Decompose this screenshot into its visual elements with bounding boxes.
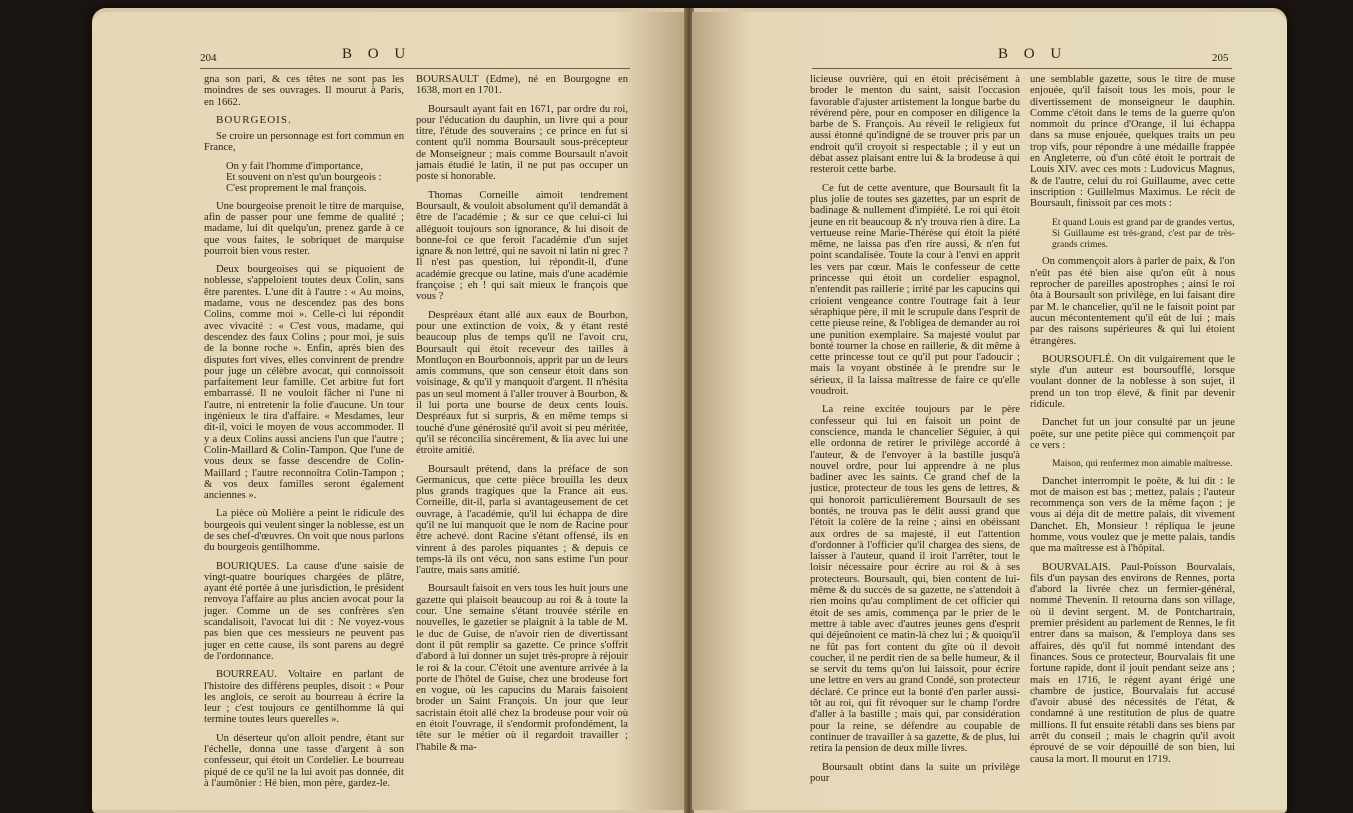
col2-p2: Boursault ayant fait en 1671, par ordre du roi, pour l'éducation du dauphin, un livre qui a pour titre, l'étude des souverains ; ce prince en fut si content qu'il nomma Boursault sous-précepteur de Monseigneur ; mais comme Boursault n'avoit jamais étudié le latin, il ne put pas occuper un poste si honorable.	[416, 103, 628, 183]
header-rule-right	[812, 68, 1232, 69]
col1-p3: Une bourgeoise prenoit le titre de marquise, afin de passer pour une femme de qualité ; madame, lui dit quelqu'un, prenez garde à ce que vous faites, le sobriquet de marquise pourroit bien vous rester.	[204, 200, 404, 257]
right-page	[692, 12, 1287, 810]
verse-3	[1030, 458, 1235, 469]
col1-p6: BOURIQUES. La cause d'une saisie de vingt-quatre bouriques chargées de plâtre, ayant été portée à une jurisdiction, le président renvoya l'affaire au plus ancien avocat pour la juger. Comme un de ses confrères s'en scandalisoit, l'avocat lui dit : Ne voyez-vous pas bien que ces messieurs ne peuvent pas juger en cette cause, ils sont parens au degré de l'ordonnance.	[204, 560, 404, 662]
col4-p1: une semblable gazette, sous le titre de muse enjouée, qu'il faisoit tous les mois, pour le divertissement de monseigneur le dauphin. Comme c'étoit dans le tems de la guerre qu'on nommoit du prince d'Orange, il lui échappa dans sa muse enjouée, quelques traits un peu trop vifs, pour répondre à une médaille frappée en Angleterre, où d'un côté étoit le portrait de Louis XIV. avec ces mots : Ludovicus Magnus, & de l'autre, celui du roi Guillaume, avec cette inscription : Guillelmus Maximus. Le récit de Boursault, finissoit par ces mots :	[1030, 74, 1235, 210]
col4-p6: BOURVALAIS. Paul-Poisson Bourvalais, fils d'un paysan des environs de Rennes, porta d'abord la livrée chez un fermier-général, nommé Thevenin. Il retourna dans son village, où il devint sergent. M. de Pontchartrain, premier président au parlement de Rennes, le fit entrer dans sa maison, & l'employa dans ses affaires, dès qu'il fut nommé intendant des finances. Sous ce protecteur, Bourvalais fit une fortune rapide, dont il jouit pendant seize ans ; mais en 1716, le régent ayant érigé une chambre de justice, Bourvalais fut accusé d'avoir abusé des nécessités de l'état, & condamné à une restitution de plus de quatre millions. Il fut ensuite rétabli dans ses biens par arrêt du conseil ; mais le chagrin qu'il avoit éprouvé de se voir dépouillé de son bien, lui causa la mort. Il mourut en 1719.	[1030, 561, 1235, 765]
col3-p2: Ce fut de cette aventure, que Boursault fit la plus jolie de toutes ses gazettes, par un esprit de badinage & nullement d'impiété. Le roi qui étoit jeune en rit beaucoup & n'y trouva rien à dire. La vertueuse reine Marie-Thérèse qui étoit la piété même, ne laissa pas d'en rire aussi, & n'en fut point scandalisée. Toute la cour à l'envi en apprit les vers par cœur. Mais le confesseur de cette princesse qui étoit un cordelier espagnol, n'entendit pas raillerie ; irrité par les capucins qui crioient vengeance contre l'outrage fait à leur séraphique père, il mit le scrupule dans l'esprit de cette pieuse reine, & l'obligea de demander au roi une punition exemplaire. Sa majesté voulut par bonté tourner la chose en raillerie, & dit même à cette princesse tout ce qu'il put pour l'adoucir ; mais la voyant obstinée à le prendre sur le sérieux, il la laissa maîtresse de faire ce qu'elle voudroit.	[810, 182, 1020, 398]
col1-p2: Se croire un personnage est fort commun en France,	[204, 131, 404, 154]
verse-2	[1030, 217, 1235, 251]
col4-p5: Danchet interrompit le poëte, & lui dit : le mot de maison est bas ; mettez, palais ; l'auteur recommença son vers de la même façon ; je vous ai déja dit de mettre palais, dit vivement Danchet. Eh, Monsieur ! répliqua le jeune homme, vous voulez que je mette palais, tandis que ma maîtresse est à l'hôpital.	[1030, 475, 1235, 555]
col3-p4: Boursault obtint dans la suite un privilège pour	[810, 761, 1020, 784]
column-3	[810, 74, 1020, 791]
col4-p3: BOURSOUFLÉ. On dit vulgairement que le style d'un auteur est boursoufflé, lorsque voulant donner de la noblesse à son sujet, il prend un ton trop élevé, & finit par devenir ridicule.	[1030, 353, 1235, 411]
open-book	[92, 8, 1287, 813]
verse-line: Maison, qui renfermez mon aimable maîtresse.	[1052, 458, 1233, 470]
heading-bourgeois: BOURGEOIS.	[216, 113, 292, 126]
col1-p1: gna son pari, & ces têtes ne sont pas les moindres de ses ouvrages. Il mourut à Paris, en 1662.	[204, 74, 404, 108]
col2-p5: Boursault prétend, dans la préface de son Germanicus, que cette pièce brouilla les deux plus grands tragiques que la France ait eus. Corneille, dit-il, parla si avantageusement de cet ouvrage, à l'académie, qu'il lui échappa de dire qu'il ne lui manquoit que le nom de Racine pour être achevé. dont Racine s'étant offensé, ils en vinrent à des paroles piquantes ; & depuis ce temps-là ils ont vécu, non sans estime l'un pour l'autre, mais sans amitié.	[416, 463, 628, 577]
col3-p1: licieuse ouvrière, qui en étoit précisément à broder le menton du saint, saisit l'occasion favorable d'ajuster artistement la longue barbe du révérend père, pour en composer en diligence la barbe de S. François. Au réveil le religieux fut aussi étonné qu'indigné de se trouver pris par un endroit qu'il croyoit si respectable ; il y eut un débat assez plaisant entre lui & la brodeuse à qui resteroit cette barbe.	[810, 74, 1020, 176]
column-4	[1030, 74, 1235, 772]
verse-1	[204, 161, 404, 195]
col1-p8: Un déserteur qu'on alloit pendre, étant sur l'échelle, donna une tasse d'argent à son confesseur, qui étoit un Cordelier. Le bourreau piqué de ce qu'il ne la lui avoit pas donnée, dit à l'aumônier : Hé bien, mon père, gardez-le.	[204, 732, 404, 789]
col2-p1: BOURSAULT (Edme), né en Bourgogne en 1638, mort en 1701.	[416, 74, 628, 97]
col2-p4: Despréaux étant allé aux eaux de Bourbon, pour une extinction de voix, & y étant resté beaucoup plus de temps qu'il ne l'avoit cru, Boursault qui étoit receveur des tailles à Montluçon en Bourbonnois, apprit par un de leurs amis communs, que son censeur étoit dans son voisinage, & qu'il y manquoit d'argent. Il n'hésita pas un seul moment à l'aller trouver à Bourbon, & il lui porta une bourse de deux cents louis. Despréaux fut si surpris, & en même temps si touché d'une générosité qu'il avoit si peu méritée, qu'il se réconcilia sincèrement, & lia avec lui une étroite amitié.	[416, 309, 628, 457]
verse-line: On y fait l'homme d'importance,	[226, 160, 364, 172]
col4-p4: Danchet fut un jour consulté par un jeune poëte, sur une petite pièce qui commençoit par ce vers :	[1030, 417, 1235, 451]
verse-line: Et souvent on n'est qu'un bourgeois :	[226, 172, 382, 184]
page-number-right: 205	[1212, 52, 1229, 64]
verse-line: Et quand Louis est grand par de grandes vertus,	[1052, 216, 1235, 228]
left-page	[92, 12, 686, 810]
running-head-right: B O U	[998, 46, 1068, 62]
header-rule-left	[200, 68, 630, 69]
col2-p6: Boursault faisoit en vers tous les huit jours une gazette qui plaisoit beaucoup au roi & à toute la cour. Une semaine s'étant trouvée stérile en nouvelles, le gazetier se plaignit à la table de M. le duc de Guise, de n'avoir rien de divertissant dont il pût remplir sa gazette. Ce prince s'offrit d'abord à lui donner un sujet très-propre à réjouir le roi & la cour. C'étoit une aventure arrivée à la porte de l'hôtel de Guise, chez une brodeuse fort en vogue, où les capucins du Marais faisoient broder un Saint François. Un jour que leur sacristain étoit allé chez la brodeuse pour voir où en étoit l'ouvrage, il s'endormit profondément, la tête sur le métier où il regardoit travailler ; l'habile & ma-	[416, 583, 628, 753]
page-number-left: 204	[200, 52, 217, 64]
verse-line: Si Guillaume est très-grand, c'est par de très-grands crimes.	[1052, 227, 1235, 251]
col1-p7: BOURREAU. Voltaire en parlant de l'histoire des différens peuples, disoit : « Pour les anglois, ce seroit au bourreau à écrire la leur ; c'est toujours ce gentilhomme là qui termine toutes leurs querelles ».	[204, 669, 404, 726]
col2-p3: Thomas Corneille aimoit tendrement Boursault, & vouloit absolument qu'il demandât à être de l'académie ; & sur ce que celui-ci lui alléguoit toujours son ignorance, & lui disoit de bonne-foi ce que feroit l'académie d'un sujet ignare & non lettré, qui ne savoit ni latin ni grec ? Il n'est pas question, lui répondit-il, d'une académie grecque ou latine, mais d'une académie françoise ; eh ! qui sait mieux le françois que vous ?	[416, 189, 628, 303]
column-2	[416, 74, 628, 760]
column-1	[204, 74, 404, 796]
col1-p4: Deux bourgeoises qui se piquoient de noblesse, s'appeloient toutes deux Colin, sans être parentes. L'une dit à l'autre : « Au moins, madame, vous ne descendez pas des bons Colins, comme moi ». Celle-ci lui répondit avec vivacité : « C'est vous, madame, qui descendez des faux Colins ; pour moi, je suis de la bonne roche ». Enfin, après bien des disputes fort vives, elles convinrent de prendre pour juge un célèbre avocat, qui connoissoit parfaitement leur famille. Cet arbitre fut fort embarrassé. Il ne vouloit fâcher ni l'une ni l'autre, ni entretenir la folie d'aucune. Un tour ingénieux le tira d'affaire. « Mesdames, leur dit-il, voici le moyen de vous accommoder. Il y a deux Colins aussi anciens l'un que l'autre ; Colin-Maillard & Colin-Tampon. Que l'une de vous deux se fasse descendre de Colin-Maillard ; l'autre reconnoîtra Colin-Tampon ; & vos deux familles seront également anciennes ».	[204, 264, 404, 502]
col3-p3: La reine excitée toujours par le père confesseur qui lui en faisoit un point de conscience, manda le chancelier Séguier, à qui elle ordonna de retirer le privilège accordé à l'auteur, & de l'envoyer à la bastille jusqu'à nouvel ordre, pour lui apprendre à ne plus badiner avec les saints. Ce grand chef de la justice, protecteur de tous les gens de lettres, & qui honoroit particulièrement Boursault de ses bontés, ne trouva pas le délit aussi grand que l'étoit la colère de la reine ; ainsi en obéissant aux ordres de sa majesté, il eut l'attention d'ordonner à l'officier qu'il chargea des siens, de laisser à l'auteur, quand il iroit l'arrêter, tout le loisir nécessaire pour écrire au roi & à ses protecteurs. Boursault, qui, bien content de lui-même & du succès de sa gazette, ne s'attendoit à rien moins qu'au compliment de cet officier qui étoit de ses amis, commença par le prier de le mettre à table avec d'autres jeunes gens d'esprit qui déjeûnoient ce matin-là chez lui ; & quoiqu'il ne fût pas fort content du gîte où il devoit coucher, il ne perdit rien de sa belle humeur, & il se servit du tems qu'on lui laissoit, pour écrire une lettre en vers au grand Condé, son protecteur déclaré. Ce prince eut la bonté d'en parler aussi-tôt au roi, qui fit révoquer sur le champ l'ordre d'aller à la bastille ; mais qui, par considération pour la reine, se défendre au coupable de continuer de travailler à sa gazette, & de plus, lui retira la pension de deux mille livres.	[810, 404, 1020, 755]
verse-line: C'est proprement le mal françois.	[226, 183, 367, 195]
running-head-left: B O U	[342, 46, 412, 62]
col1-p5: La pièce où Molière a peint le ridicule des bourgeois qui veulent singer la noblesse, est un de ses chef-d'œuvres. On voit que nous parlons du bourgeois gentilhomme.	[204, 508, 404, 554]
col4-p2: On commençoit alors à parler de paix, & l'on n'eût pas été bien aise qu'on eût à nous reprocher de pareilles apostrophes ; ainsi le roi ôta à Boursault son privilège, en lui faisant dire par M. le chancelier, qu'il ne le faisoit point par aucun mécontentement qu'il eût de lui ; mais par des raisons supérieures & qui lui étoient étrangères.	[1030, 256, 1235, 347]
